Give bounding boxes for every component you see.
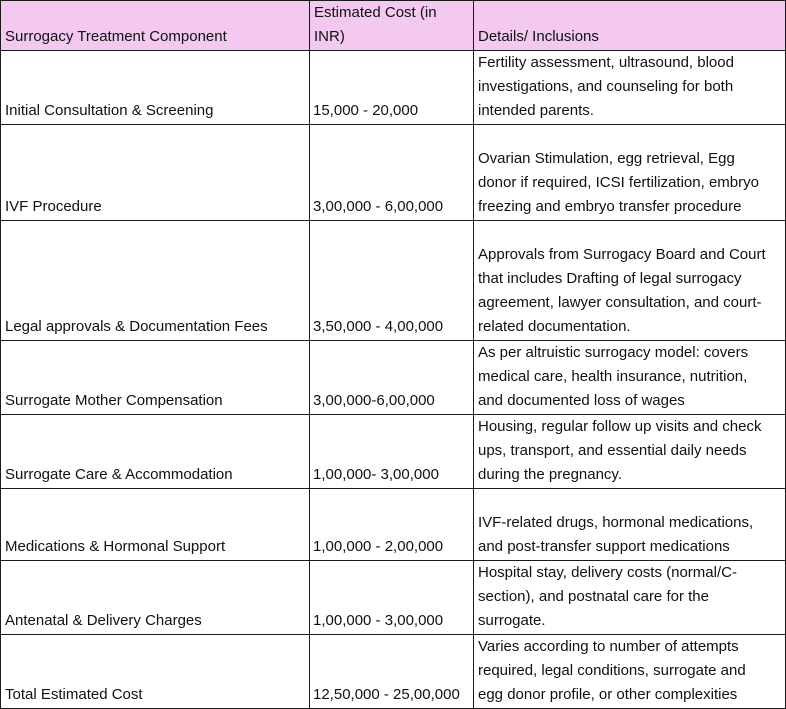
details-line: freezing and embryo transfer procedure: [478, 198, 742, 215]
header-component: Surrogacy Treatment Component: [1, 1, 310, 51]
cost-cell: 1,00,000- 3,00,000: [310, 415, 474, 489]
cost-cell: 3,00,000 - 6,00,000: [310, 125, 474, 221]
details-line: section), and postnatal care for the: [478, 588, 709, 605]
header-cost-line: Estimated Cost (in: [314, 4, 437, 21]
details-line: agreement, lawyer consultation, and court-: [478, 294, 762, 311]
table-row: [1, 341, 786, 415]
details-line: related documentation.: [478, 318, 631, 335]
cost-cell: 3,50,000 - 4,00,000: [310, 221, 474, 341]
cost-cell: 1,00,000 - 3,00,000: [310, 561, 474, 635]
details-line: Hospital stay, delivery costs (normal/C-: [478, 564, 737, 581]
cost-cell: 1,00,000 - 2,00,000: [310, 489, 474, 561]
cost-cell: 12,50,000 - 25,00,000: [310, 635, 474, 709]
table-row: [1, 415, 786, 489]
details-line: and post-transfer support medications: [478, 538, 730, 555]
component-cell: Antenatal & Delivery Charges: [1, 561, 310, 635]
table-row: [1, 561, 786, 635]
details-line: Varies according to number of attempts: [478, 638, 739, 655]
component-cell: Medications & Hormonal Support: [1, 489, 310, 561]
details-line: egg donor profile, or other complexities: [478, 686, 738, 703]
details-line: surrogate.: [478, 612, 546, 629]
component-cell: Surrogate Care & Accommodation: [1, 415, 310, 489]
component-cell: Initial Consultation & Screening: [1, 51, 310, 125]
component-cell: Surrogate Mother Compensation: [1, 341, 310, 415]
table-row-total: [1, 635, 786, 709]
details-line: required, legal conditions, surrogate and: [478, 662, 746, 679]
details-cell: [474, 51, 786, 125]
header-row: [1, 1, 786, 51]
details-line: that includes Drafting of legal surrogacy: [478, 270, 742, 287]
details-line: Ovarian Stimulation, egg retrieval, Egg: [478, 150, 735, 167]
table-row: [1, 221, 786, 341]
details-cell: [474, 125, 786, 221]
table-row: [1, 489, 786, 561]
details-cell: [474, 221, 786, 341]
details-line: Fertility assessment, ultrasound, blood: [478, 54, 734, 71]
details-line: donor if required, ICSI fertilization, embryo: [478, 174, 759, 191]
cost-cell: 15,000 - 20,000: [310, 51, 474, 125]
details-line: ups, transport, and essential daily needs: [478, 442, 747, 459]
component-cell: Total Estimated Cost: [1, 635, 310, 709]
header-estimated-cost: [310, 1, 474, 51]
details-cell: [474, 489, 786, 561]
details-line: Housing, regular follow up visits and check: [478, 418, 762, 435]
details-line: Approvals from Surrogacy Board and Court: [478, 246, 766, 263]
details-cell: [474, 341, 786, 415]
details-line: IVF-related drugs, hormonal medications,: [478, 514, 754, 531]
details-line: As per altruistic surrogacy model: covers: [478, 344, 749, 361]
details-line: medical care, health insurance, nutrition,: [478, 368, 748, 385]
details-cell: [474, 415, 786, 489]
component-cell: Legal approvals & Documentation Fees: [1, 221, 310, 341]
details-line: and documented loss of wages: [478, 392, 685, 409]
details-line: intended parents.: [478, 102, 594, 119]
details-cell: [474, 561, 786, 635]
component-cell: IVF Procedure: [1, 125, 310, 221]
cost-cell: 3,00,000-6,00,000: [310, 341, 474, 415]
table-row: [1, 125, 786, 221]
details-line: investigations, and counseling for both: [478, 78, 734, 95]
table-row: [1, 51, 786, 125]
details-line: during the pregnancy.: [478, 466, 622, 483]
details-cell: [474, 635, 786, 709]
header-cost-line: INR): [314, 28, 345, 45]
header-details: Details/ Inclusions: [474, 1, 786, 51]
